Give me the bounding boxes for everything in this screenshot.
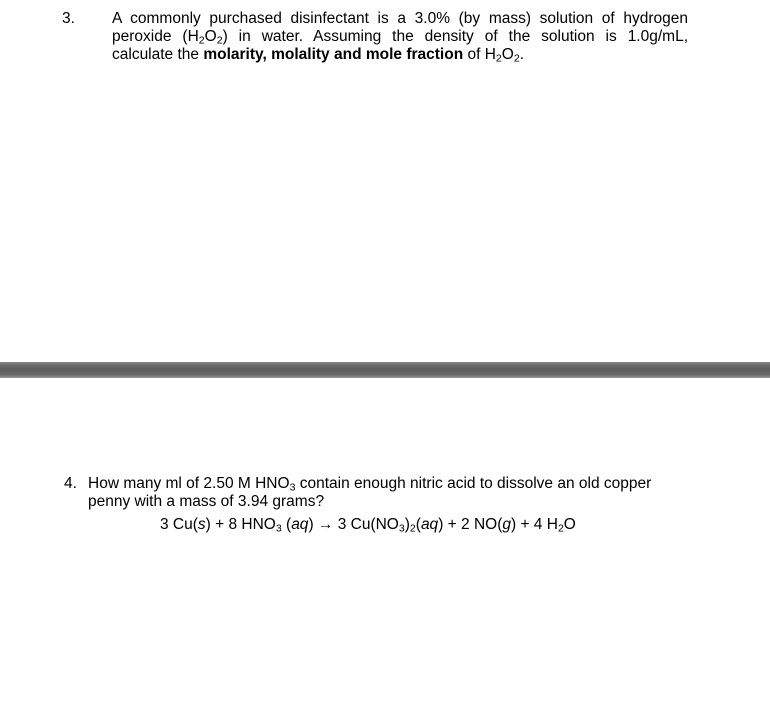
question-3-bold-terms: molarity, molality and mole fraction bbox=[203, 46, 464, 63]
page-section-bottom bbox=[0, 378, 770, 709]
question-3-line-1: A commonly purchased disinfectant is a 3.0% (by mass) solution of hydrogen bbox=[112, 10, 688, 27]
question-3-number: 3. bbox=[62, 10, 75, 27]
question-3-line-2: peroxide $(H_2O_2)$ in water. Assuming the density of the solution is 1.0g/mL, bbox=[112, 28, 689, 47]
page-separator bbox=[0, 362, 770, 378]
question-3-text bbox=[112, 10, 688, 64]
question-4-line-2: penny with a mass of 3.94 grams? bbox=[88, 493, 325, 510]
question-4-text bbox=[88, 475, 693, 511]
question-4-number: 4. bbox=[64, 475, 77, 492]
chemical-equation: 3 Cu(s) + 8 $HNO_3$ (aq) → 3 $Cu(NO_3)_2(aq) + 2$ NO(g) + 4 $H_2O$ bbox=[160, 516, 576, 535]
question-4-line-1: How many ml of 2.50 M $HNO_3$ contain enough nitric acid to dissolve an old copper bbox=[88, 475, 652, 494]
question-3-line-3: calculate the molarity, molality and mole fraction of $H_2O_2$. bbox=[112, 46, 524, 65]
